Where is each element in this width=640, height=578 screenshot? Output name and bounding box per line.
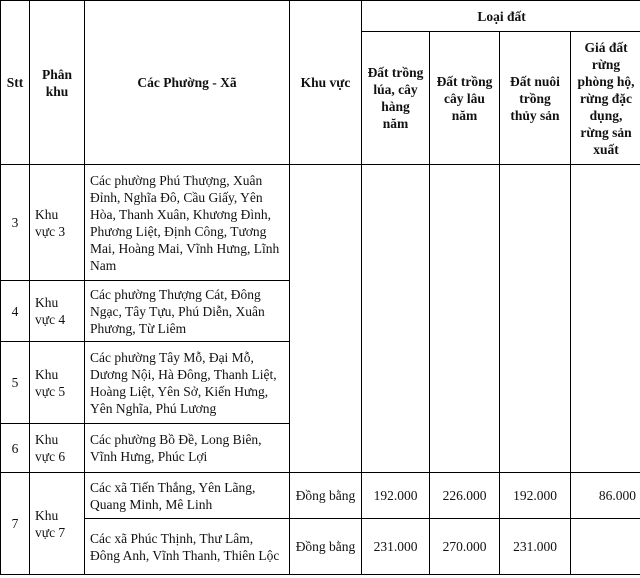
cell-phuong-xa: Các phường Bồ Đề, Long Biên, Vĩnh Hưng, Phúc Lợi	[85, 424, 290, 473]
cell-stt: 7	[1, 473, 30, 575]
cell-khu-vuc: Đồng bằng	[290, 519, 362, 575]
cell-phuong-xa: Các xã Tiến Thắng, Yên Lãng, Quang Minh, Mê Linh	[85, 473, 290, 519]
table-row	[1, 473, 640, 519]
cell-stt: 4	[1, 281, 30, 342]
cell-gia-dat-rung-empty	[571, 165, 640, 473]
cell-dat-lua: 192.000	[362, 473, 430, 519]
cell-gia-dat-rung	[571, 519, 640, 575]
cell-stt: 5	[1, 342, 30, 424]
cell-phan-khu: Khu vực 6	[30, 424, 85, 473]
cell-gia-dat-rung: 86.000	[571, 473, 640, 519]
cell-phan-khu: Khu vực 5	[30, 342, 85, 424]
header-gia-dat-rung: Giá đất rừng phòng hộ, rừng đặc dụng, rừng sản xuất	[571, 32, 640, 165]
table-row	[1, 519, 640, 575]
cell-phuong-xa: Các phường Thượng Cát, Đông Ngạc, Tây Tựu, Phú Diễn, Xuân Phương, Từ Liêm	[85, 281, 290, 342]
cell-phuong-xa: Các phường Tây Mỗ, Đại Mỗ, Dương Nội, Hà Đông, Thanh Liệt, Hoàng Liệt, Yên Sở, Kiến Hưng, Yên Nghĩa, Phú Lương	[85, 342, 290, 424]
cell-phuong-xa: Các xã Phúc Thịnh, Thư Lâm, Đông Anh, Vĩnh Thanh, Thiên Lộc	[85, 519, 290, 575]
header-loai-dat: Loại đất	[362, 1, 640, 32]
cell-khu-vuc-empty	[290, 165, 362, 473]
cell-phan-khu: Khu vực 7	[30, 473, 85, 575]
header-dat-thuy-san: Đất nuôi trồng thủy sản	[500, 32, 571, 165]
cell-phan-khu: Khu vực 3	[30, 165, 85, 281]
cell-stt: 3	[1, 165, 30, 281]
table-row	[1, 165, 640, 281]
header-dat-lua: Đất trồng lúa, cây hàng năm	[362, 32, 430, 165]
cell-dat-cay-lau-nam: 226.000	[430, 473, 500, 519]
header-stt: Stt	[1, 1, 30, 165]
cell-dat-thuy-san: 231.000	[500, 519, 571, 575]
cell-dat-cay-lau-nam: 270.000	[430, 519, 500, 575]
cell-dat-cay-lau-nam-empty	[430, 165, 500, 473]
cell-stt: 6	[1, 424, 30, 473]
header-khu-vuc: Khu vực	[290, 1, 362, 165]
cell-dat-thuy-san: 192.000	[500, 473, 571, 519]
cell-phuong-xa: Các phường Phú Thượng, Xuân Đỉnh, Nghĩa Đô, Cầu Giấy, Yên Hòa, Thanh Xuân, Khương Đình, Phương Liệt, Định Công, Tương Mai, Hoàng Mai, Vĩnh Hưng, Lĩnh Nam	[85, 165, 290, 281]
header-dat-cay-lau-nam: Đất trồng cây lâu năm	[430, 32, 500, 165]
cell-dat-thuy-san-empty	[500, 165, 571, 473]
header-phuong-xa: Các Phường - Xã	[85, 1, 290, 165]
header-phan-khu: Phân khu	[30, 1, 85, 165]
cell-dat-lua: 231.000	[362, 519, 430, 575]
cell-khu-vuc: Đồng bằng	[290, 473, 362, 519]
cell-dat-lua-empty	[362, 165, 430, 473]
cell-phan-khu: Khu vực 4	[30, 281, 85, 342]
